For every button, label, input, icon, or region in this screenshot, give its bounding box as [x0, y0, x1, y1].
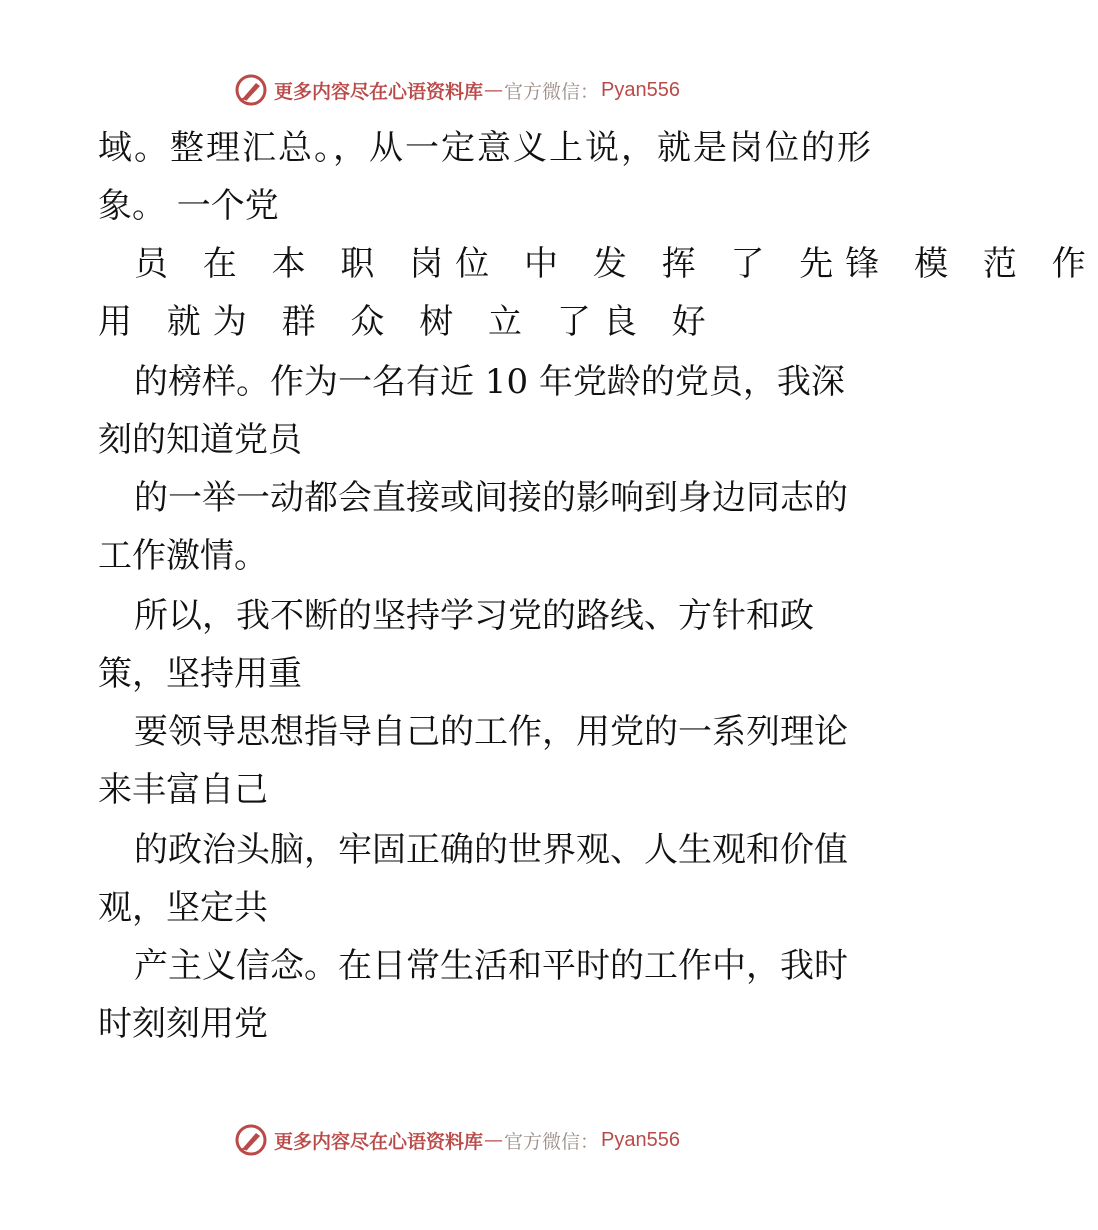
banner-wechat-id: Pyan556: [601, 78, 680, 101]
banner-separator: —: [484, 79, 504, 101]
pen-logo-icon: [234, 1123, 268, 1157]
banner-site-text: 更多内容尽在心语资料库: [274, 80, 484, 103]
header-banner: [0, 68, 950, 112]
text-line: 域。整理汇总。，从一定意义上说，就是岗位的形: [98, 128, 873, 168]
text-line: 工作激情。: [98, 536, 268, 576]
text-line: 刻的知道党员: [98, 420, 302, 460]
text-line: 的榜样。作为一名有近 10 年党龄的党员，我深: [134, 362, 845, 402]
text-line: 时刻刻用党: [98, 1004, 268, 1044]
banner-wechat-label: 官方微信：: [504, 1130, 600, 1153]
pen-logo-icon: [234, 73, 268, 107]
text-line: 用 就为 群 众 树 立 了良 好: [98, 302, 718, 342]
banner-wechat-label: 官方微信：: [504, 80, 600, 103]
text-line: 所以，我不断的坚持学习党的路线、方针和政: [134, 596, 814, 636]
text-line: 的一举一动都会直接或间接的影响到身边同志的: [134, 478, 848, 518]
text-line: 来丰富自己: [98, 770, 268, 810]
text-line: 员 在 本 职 岗位 中 发 挥 了 先锋 模 范 作: [134, 244, 1098, 284]
text-line: 象。 一个党: [98, 186, 279, 226]
banner-content: [234, 72, 680, 108]
text-line: 要领导思想指导自己的工作，用党的一系列理论: [134, 712, 848, 752]
banner-content: [234, 1122, 680, 1158]
text-line: 的政治头脑，牢固正确的世界观、人生观和价值: [134, 830, 848, 870]
text-line: 观，坚定共: [98, 888, 268, 928]
text-line: 产主义信念。在日常生活和平时的工作中，我时: [134, 946, 848, 986]
banner-wechat-id: Pyan556: [601, 1128, 680, 1151]
footer-banner: [0, 1118, 950, 1162]
banner-separator: —: [484, 1129, 504, 1151]
text-line: 策，坚持用重: [98, 654, 302, 694]
banner-site-text: 更多内容尽在心语资料库: [274, 1130, 484, 1153]
